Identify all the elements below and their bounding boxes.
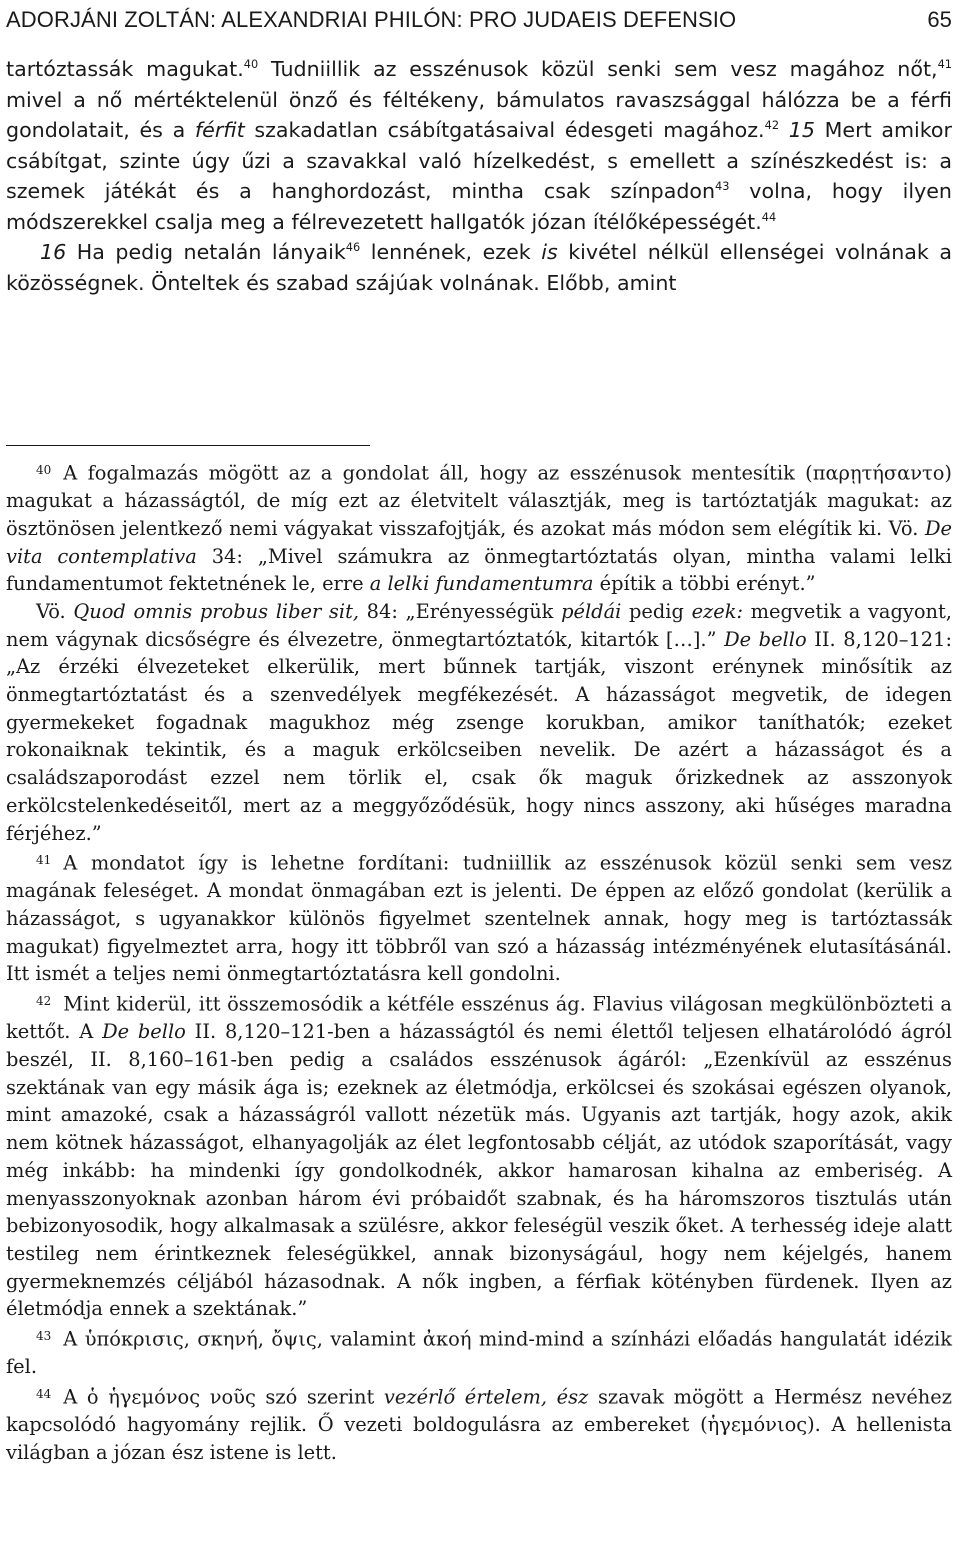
footnote-44 <box>6 1381 952 1467</box>
main-text <box>6 54 952 298</box>
footnotes <box>6 457 952 1466</box>
footnote-40-continued <box>6 598 952 847</box>
italic-text: is <box>541 240 558 264</box>
text-run: tartóztassák magukat. <box>6 57 244 81</box>
italic-text: De bello <box>724 627 807 651</box>
running-title: ADORJÁNI ZOLTÁN: ALEXANDRIAI PHILÓN: PRO JUDAEIS DEFENSIO <box>6 7 737 32</box>
text-run: Ha pedig netalán lányaik <box>66 240 346 264</box>
text-run: II. 8,120–121: „Az érzéki élvezeteket elkerülik, mert bűnnek tartják, viszont erénynek minősítik az önmegtartóztatást és a szenvedélyek megfékezését. A házasságot megvetik, de idegen gyermekeket fogadnak magukhoz még zsenge korukban, amikor taníthatók; ezeket rokonaiknak tekintik, és a maguk erkölcseiben nevelik. De azért a házasságot és a családszaporodást ezzel nem törlik el, csak ők maguk őrizkednek az asszonyok erkölcstelenkedéseitől, mert az a meggyőződésük, hogy nincs asszony, aki hűséges maradna férjéhez.” <box>6 627 952 845</box>
footnote-42 <box>6 988 952 1323</box>
text-run: Tudniillik az esszénusok közül senki sem vesz magához nőt, <box>258 57 938 81</box>
italic-text: Quod omnis probus liber sit, <box>73 599 360 623</box>
paragraph-1 <box>6 54 952 237</box>
italic-text: példái <box>561 599 622 623</box>
text-run: 84: „Erényességük <box>359 599 562 623</box>
text-run: kivétel nélkül ellenségei volnának a közösségnek. Önteltek és szabad szájúak volnának. Előbb, amint <box>6 240 952 295</box>
footnote-ref-40[interactable]: 40 <box>243 57 259 72</box>
italic-text: vezérlő értelem, ész <box>383 1385 589 1409</box>
footnote-43 <box>6 1323 952 1381</box>
text-run: szakadatlan csábítgatásaival édesgeti magához. <box>244 118 765 142</box>
italic-text: De vita contemplativa <box>6 516 952 568</box>
text-run: szavak mögött a Hermész nevéhez kapcsolódó hagyomány rejlik. Ő vezeti boldogulásra az embereket (ἡγεμόνιος). A hellenista világban a józan ész istene is lett. <box>6 1385 952 1464</box>
section-number: 16 <box>40 240 67 264</box>
page-number: 65 <box>927 7 952 32</box>
italic-text: De bello <box>102 1020 186 1044</box>
text-run: lennének, ezek <box>360 240 542 264</box>
footnote-number: 40 <box>36 463 52 477</box>
footnote-ref-46[interactable]: 46 <box>345 240 361 255</box>
paragraph-2 <box>6 237 952 298</box>
footnote-ref-43[interactable]: 43 <box>715 179 730 194</box>
footnote-ref-41[interactable]: 41 <box>937 57 952 72</box>
footnote-ref-42[interactable]: 42 <box>764 118 780 133</box>
footnote-separator <box>6 445 370 446</box>
text-run: volna, hogy ilyen módszerekkel csalja meg a félrevezetett hallgatók józan ítélőképességét. <box>6 179 952 234</box>
running-header <box>6 2 952 38</box>
text-run: 34: „Mivel számukra az önmegtartóztatás olyan, mintha valami lelki fundamentumot fektetnének le, erre <box>6 544 952 596</box>
text-run: mivel a nő mértéktelenül önző és féltékeny, bámulatos ravaszsággal hálózza be a férfi gondolatait, és a <box>6 87 952 142</box>
text-run: Mert amikor csábítgat, szinte úgy űzi a szavakkal való hízelkedést, s emellett a színészkedést is: a szemek játékát és a hanghordozást, mintha csak színpadon <box>6 118 953 203</box>
text-run: megvetik a vagyont, nem vágynak dicsőségre és élvezetre, önmegtartóztatók, kitartók […].” <box>6 599 952 651</box>
text-run: II. 8,120–121-ben a házasságtól és nemi élettől teljesen elhatárolódó ágról beszél, II. 8,160–161-ben pedig a családos esszénusok ágáról: „Ezenkívül az esszénus szektának van egy másik ága is; ezeknek az életmódja, erkölcsei és szokásai egészen olyanok, mint amazoké, csak a házasságról vallott nézetük más. Ugyanis azt tartják, hogy azok, akik nem kötnek házasságot, elhanyagolják az élet legfontosabb célját, az utódok szaporítását, vagy még inkább: ha mindenki így gondolkodnék, akkor hamarosan kihalna az emberiség. A menyasszonyoknak azonban három évi próbaidőt szabnak, és ha háromszoros tisztulás után bebizonyosodik, hogy alkalmasak a szülésre, akkor feleségül veszik őket. A terhesség ideje alatt testileg nem érintkeznek feleségükkel, annak bizonyságául, hogy nem kéjelgés, hanem gyermeknemzés céljából házasodnak. A nők ingben, a férfiak kötényben fürdenek. Ilyen az életmódja ennek a szektának.” <box>6 1020 953 1321</box>
footnote-number: 44 <box>36 1386 52 1401</box>
text-run: pedig <box>621 599 692 623</box>
footnote-ref-44[interactable]: 44 <box>761 209 777 224</box>
section-number: 15 <box>779 118 815 142</box>
text-run: A mondatot így is lehetne fordítani: tudniillik az esszénusok közül senki sem vesz magának feleséget. A mondat önmagában ezt is jelenti. De éppen az előző gondolat (kerülik a házasságot, s ugyanakkor különös figyelmet szentelnek annak, hogy meg is tartóztassák magukat) figyelmeztet arra, hogy itt többről van szó a házasság intézményének elutasításánál. Itt ismét a teljes nemi önmegtartóztatásra kell gondolni. <box>6 851 952 986</box>
text-run: A fogalmazás mögött az a gondolat áll, hogy az esszénusok mentesítik (παρῃτήσαντο) magukat a házasságtól, de míg ezt az életvitelt választják, meg is tartóztatják magukat: az ösztönösen jelentkező nemi vágyakat visszafojtják, és azokat más módon sem elégítik ki. Vö. <box>6 461 952 540</box>
footnote-number: 41 <box>36 853 52 868</box>
text-run: A ὁ ἡγεμόνος νοῦς szó szerint <box>63 1385 384 1409</box>
text-run: Vö. <box>36 599 74 623</box>
text-run: A ὑπόκρισις, σκηνή, ὄψις, valamint ἀκοή mind-mind a színházi előadás hangulatát idézik fel. <box>6 1327 952 1379</box>
footnote-number: 43 <box>36 1329 52 1344</box>
footnote-40 <box>6 457 952 598</box>
italic-text: ezek: <box>691 599 744 623</box>
italic-text: férfit <box>194 118 245 142</box>
italic-text: a lelki fundamentumra <box>369 572 594 596</box>
footnote-41 <box>6 847 952 988</box>
text-run: építik a többi erényt.” <box>593 572 816 596</box>
text-run: Mint kiderül, itt összemosódik a kétféle esszénus ág. Flavius világosan megkülönbözteti a kettőt. A <box>6 992 952 1044</box>
footnote-number: 42 <box>36 994 52 1009</box>
